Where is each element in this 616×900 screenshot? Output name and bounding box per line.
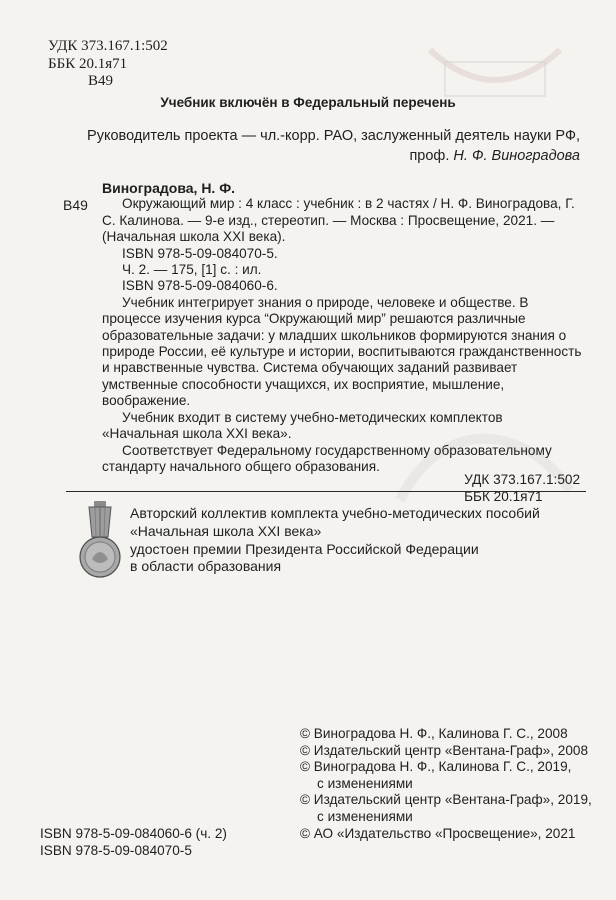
catalog-annotation: Соответствует Федеральному государственному образовательному стандарту начального общего образования.	[102, 442, 552, 474]
copyright-line: © Издательский центр «Вентана-Граф», 2019,	[300, 792, 592, 808]
catalog-part: Ч. 2. — 175, [1] с. : ил.	[122, 262, 262, 278]
federal-list-note: Учебник включён в Федеральный перечень	[160, 95, 456, 110]
udk-code: УДК 373.167.1:502	[48, 38, 168, 54]
catalog-codes-top	[48, 38, 168, 91]
isbn-line: ISBN 978-5-09-084070-5	[40, 843, 192, 858]
award-line: Авторский коллектив комплекта учебно-методических пособий	[130, 505, 540, 521]
catalog-annotation: Учебник интегрирует знания о природе, человеке и обществе. В процессе изучения курса “Окружающий мир” решаются различные образовательные задачи: у младших школьников формируются знания о природе России, её культуре и истории, воспитываются гражданственность и нравственные чувства. Система обучающих заданий развивает умственные способности учащихся, их восприятие, мышление, воображение.	[102, 294, 582, 409]
copyright-line: с изменениями	[317, 775, 413, 791]
copyright-line: © Издательский центр «Вентана-Граф», 2008	[300, 742, 589, 758]
udk-code: УДК 373.167.1:502	[464, 472, 580, 487]
catalog-card	[102, 180, 582, 475]
project-lead-prefix: проф.	[409, 148, 450, 164]
catalog-code: В49	[63, 197, 88, 213]
project-lead	[20, 126, 580, 166]
bbk-code: ББК 20.1я71	[464, 489, 543, 504]
isbn-block	[40, 825, 227, 859]
project-lead-name: Н. Ф. Виноградова	[453, 148, 580, 164]
divider	[66, 491, 586, 492]
copyright-line: © Виноградова Н. Ф., Калинова Г. С., 2008	[300, 726, 568, 741]
copyright-line: © АО «Издательство «Просвещение», 2021	[300, 825, 576, 841]
award-line: удостоен премии Президента Российской Федерации	[130, 540, 479, 557]
catalog-description: Окружающий мир : 4 класс : учебник : в 2 частях / Н. Ф. Виноградова, Г. С. Калинова. — 9-е изд., стереотип. — Москва : Просвещение, 2021. — (Начальная школа XXI века).	[102, 196, 575, 245]
medal-icon	[78, 497, 122, 586]
project-lead-name-line	[20, 146, 580, 166]
catalog-isbn-set: ISBN 978-5-09-084070-5.	[122, 245, 278, 261]
catalog-codes-bottom	[464, 471, 580, 505]
catalog-annotation: Учебник входит в систему учебно-методических комплектов «Начальная школа XXI века».	[102, 409, 503, 442]
copyright-block	[300, 726, 592, 842]
isbn-line: ISBN 978-5-09-084060-6 (ч. 2)	[40, 826, 227, 841]
bbk-code: ББК 20.1я71	[48, 55, 128, 72]
award-line: «Начальная школа XXI века»	[130, 522, 322, 539]
copyright-line: © Виноградова Н. Ф., Калинова Г. С., 2019,	[300, 759, 572, 775]
award-line: в области образования	[130, 558, 282, 575]
author-index: В49	[88, 73, 114, 89]
catalog-isbn-part: ISBN 978-5-09-084060-6.	[122, 278, 278, 294]
catalog-author: Виноградова, Н. Ф.	[102, 180, 236, 196]
project-lead-line: Руководитель проекта — чл.-корр. РАО, заслуженный деятель науки РФ,	[87, 128, 580, 144]
award-text	[130, 505, 540, 576]
copyright-line: с изменениями	[317, 808, 413, 824]
